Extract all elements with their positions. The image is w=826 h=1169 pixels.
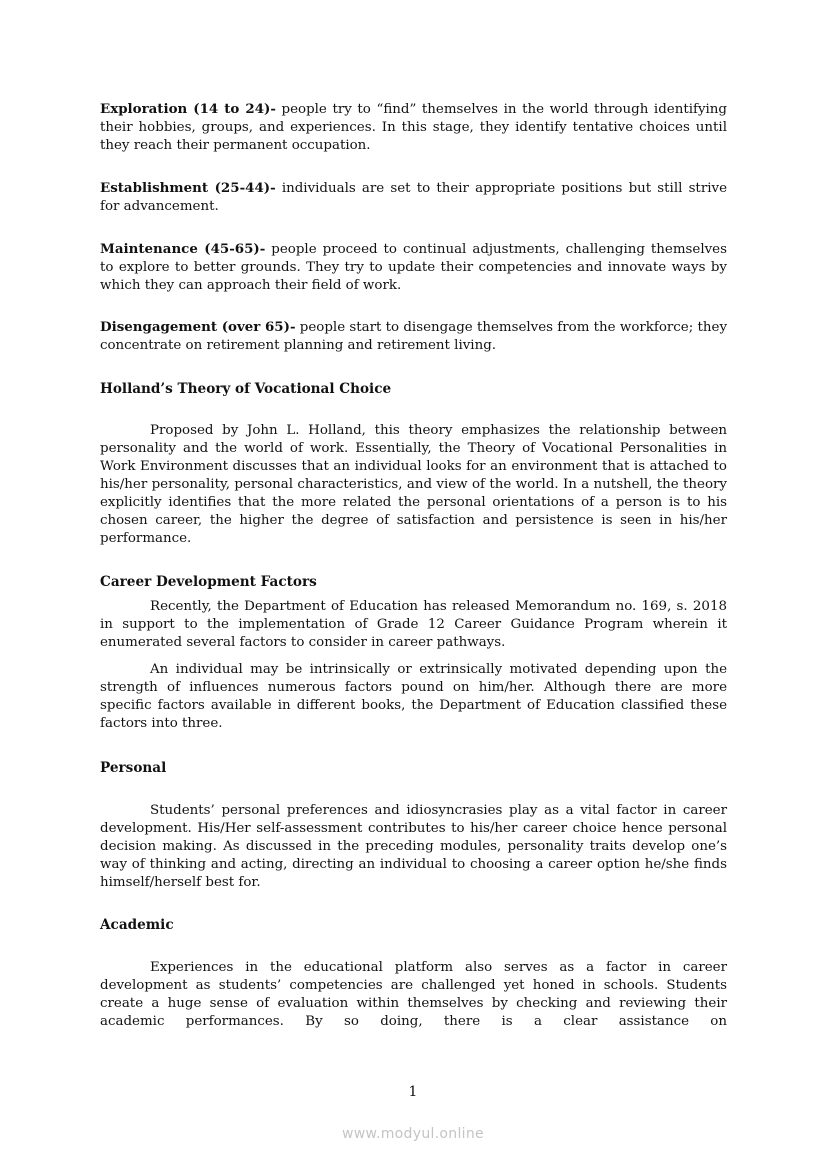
watermark: www.modyul.online (342, 1126, 484, 1142)
stage-text: people try to “find” themselves in the world through identifying their hobbies, groups, and experiences. In this stage, they identify tentative choices until they reach their permanent occupation. (100, 102, 727, 153)
stage-text: individuals are set to their appropriate positions but still strive for advancement. (100, 181, 727, 214)
factors-paragraph-1: Recently, the Department of Education has released Memorandum no. 169, s. 2018 in support to the implementation of Grade 12 Career Guidance Program wherein it enumerated several factors to consider in career pathways. (100, 599, 727, 650)
academic-paragraph: Experiences in the educational platform also serves as a factor in career development as students’ competencies are challenged yet honed in schools. Students create a huge sense of evaluation within themselves by checking and reviewing their academic performances. By so doing, there is a clear assistance on (100, 960, 727, 1029)
stage-term: Maintenance (45-65)- (100, 241, 266, 257)
stage-exploration (100, 100, 727, 155)
stage-term: Establishment (25-44)- (100, 180, 276, 196)
personal-paragraph: Students’ personal preferences and idiosyncrasies play as a vital factor in career development. His/Her self-assessment contributes to his/her career choice hence personal decision making. As discussed in the preceding modules, personality traits develop one’s way of thinking and acting, directing an individual to choosing a career option he/she finds himself/herself best for. (100, 803, 727, 890)
factors-heading: Career Development Factors (100, 574, 317, 590)
stage-disengagement (100, 318, 727, 355)
stage-term: Disengagement (over 65)- (100, 319, 296, 335)
personal-heading: Personal (100, 760, 167, 776)
stage-maintenance (100, 240, 727, 295)
academic-heading: Academic (100, 917, 174, 933)
factors-paragraph-2: An individual may be intrinsically or extrinsically motivated depending upon the strength of influences numerous factors pound on him/her. Although there are more specific factors available in different books, the Department of Education classified these factors into three. (100, 662, 727, 731)
stage-term: Exploration (14 to 24)- (100, 101, 276, 117)
stage-text: people start to disengage themselves from the workforce; they concentrate on retirement planning and retirement living. (100, 320, 728, 353)
stage-text: people proceed to continual adjustments, challenging themselves to explore to better grounds. They try to update their competencies and innovate ways by which they can approach their field of work. (100, 242, 727, 293)
stage-establishment (100, 179, 727, 216)
page-number: 1 (408, 1084, 418, 1100)
holland-heading: Holland’s Theory of Vocational Choice (100, 381, 392, 397)
holland-paragraph: Proposed by John L. Holland, this theory emphasizes the relationship between personality and the world of work. Essentially, the Theory of Vocational Personalities in Work Environment discusses that an individual looks for an environment that is attached to his/her personality, personal characteristics, and view of the world. In a nutshell, the theory explicitly identifies that the more related the personal orientations of a person is to his chosen career, the higher the degree of satisfaction and persistence is seen in his/her performance. (100, 423, 727, 546)
